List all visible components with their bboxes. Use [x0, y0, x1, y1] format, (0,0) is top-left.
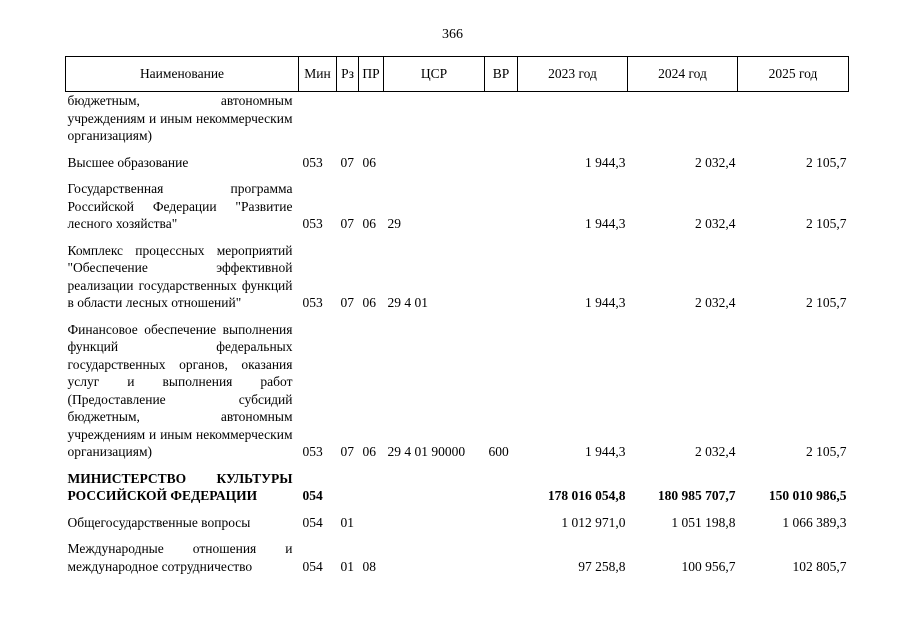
- row-2024: 1 051 198,8: [671, 514, 736, 530]
- row-name: Высшее образование: [67, 154, 189, 170]
- table-row: [66, 145, 849, 172]
- row-vr: [485, 171, 518, 233]
- header-2023: 2023 год: [518, 57, 628, 92]
- row-rz: 07: [340, 154, 354, 170]
- row-vr: [485, 92, 518, 145]
- row-vr: [485, 233, 518, 312]
- row-name: Комплекс процессных мероприятий "Обеспечение эффективной реализации государственных функций в области лесных отношений": [67, 242, 293, 310]
- row-csr: [384, 461, 485, 505]
- row-2024: 180 985 707,7: [657, 488, 736, 503]
- row-rz: 01: [340, 514, 354, 530]
- row-2025: 2 105,7: [806, 154, 847, 170]
- table-row: [66, 171, 849, 233]
- row-min: 054: [302, 514, 323, 530]
- row-pr: 06: [362, 444, 376, 459]
- row-pr: 06: [362, 295, 376, 310]
- row-rz: 07: [340, 295, 354, 310]
- table-row: [66, 312, 849, 461]
- row-vr: [485, 145, 518, 172]
- row-2025: 2 105,7: [806, 216, 847, 231]
- row-name: Государственная программа Российской Федерации "Развитие лесного хозяйства": [67, 181, 293, 231]
- header-vr: ВР: [485, 57, 518, 92]
- row-2025: 2 105,7: [806, 444, 847, 459]
- row-min: 053: [302, 154, 323, 170]
- row-csr: [384, 145, 485, 172]
- row-pr: [359, 505, 384, 532]
- row-vr: [485, 505, 518, 532]
- row-csr: 29: [387, 216, 401, 231]
- row-min: 054: [302, 488, 323, 503]
- row-rz: 07: [340, 216, 354, 231]
- row-name: Финансовое обеспечение выполнения функций федеральных государственных органов, оказания услуг и выполнения работ (Предоставление субсидий бюджетным, автономным учреждениям и иным некоммерческим организациям): [67, 321, 293, 459]
- row-2024: 2 032,4: [695, 295, 736, 310]
- row-pr: [359, 461, 384, 505]
- row-2023: 1 012 971,0: [561, 514, 626, 530]
- row-2024: 100 956,7: [681, 558, 736, 574]
- row-pr: 06: [362, 216, 376, 231]
- row-csr: [384, 92, 485, 145]
- page-number: 366: [442, 27, 463, 42]
- row-vr: [485, 461, 518, 505]
- row-2025: 102 805,7: [792, 558, 847, 574]
- header-rz: Рз: [337, 57, 359, 92]
- header-name: Наименование: [66, 57, 299, 92]
- row-2023: 1 944,3: [585, 216, 626, 231]
- table-header-row: [66, 57, 849, 92]
- table-row: [66, 505, 849, 532]
- row-2025: 1 066 389,3: [782, 514, 847, 530]
- row-2025: 2 105,7: [806, 295, 847, 310]
- row-2023: 1 944,3: [585, 295, 626, 310]
- row-name: Международные отношения и международное сотрудничество: [67, 541, 293, 574]
- row-csr: 29 4 01 90000: [387, 444, 466, 459]
- row-min: 053: [302, 216, 323, 231]
- row-2024: 2 032,4: [695, 216, 736, 231]
- row-2024: 2 032,4: [695, 154, 736, 170]
- table-row: [66, 531, 849, 575]
- row-2024: [628, 92, 738, 145]
- row-2024: 2 032,4: [695, 444, 736, 459]
- row-min: 053: [302, 444, 323, 459]
- row-min: [299, 92, 337, 145]
- row-2023: 178 016 054,8: [547, 488, 626, 503]
- row-rz: 07: [340, 444, 354, 459]
- row-pr: 06: [362, 154, 376, 170]
- header-csr: ЦСР: [384, 57, 485, 92]
- row-pr: 08: [362, 558, 376, 574]
- row-vr: 600: [488, 444, 509, 459]
- row-rz: [337, 92, 359, 145]
- table-row: [66, 92, 849, 145]
- row-csr: [384, 531, 485, 575]
- row-2023: [518, 92, 628, 145]
- row-min: 053: [302, 295, 323, 310]
- row-name: бюджетным, автономным учреждениям и иным некоммерческим организациям): [67, 93, 293, 143]
- header-2025: 2025 год: [738, 57, 849, 92]
- header-min: Мин: [299, 57, 337, 92]
- header-pr: ПР: [359, 57, 384, 92]
- row-2023: 1 944,3: [585, 444, 626, 459]
- row-pr: [359, 92, 384, 145]
- row-csr: 29 4 01: [387, 295, 428, 310]
- row-name: МИНИСТЕРСТВО КУЛЬТУРЫ РОССИЙСКОЙ ФЕДЕРАЦИИ: [67, 470, 293, 503]
- row-rz: 01: [340, 558, 354, 574]
- row-2025: 150 010 986,5: [768, 488, 847, 503]
- table-row: [66, 233, 849, 312]
- row-vr: [485, 531, 518, 575]
- row-2023: 1 944,3: [585, 154, 626, 170]
- header-2024: 2024 год: [628, 57, 738, 92]
- row-min: 054: [302, 558, 323, 574]
- row-rz: [337, 461, 359, 505]
- row-csr: [384, 505, 485, 532]
- row-name: Общегосударственные вопросы: [67, 514, 251, 530]
- row-2025: [738, 92, 849, 145]
- budget-table: [65, 56, 849, 575]
- table-row: [66, 461, 849, 505]
- row-2023: 97 258,8: [578, 558, 626, 574]
